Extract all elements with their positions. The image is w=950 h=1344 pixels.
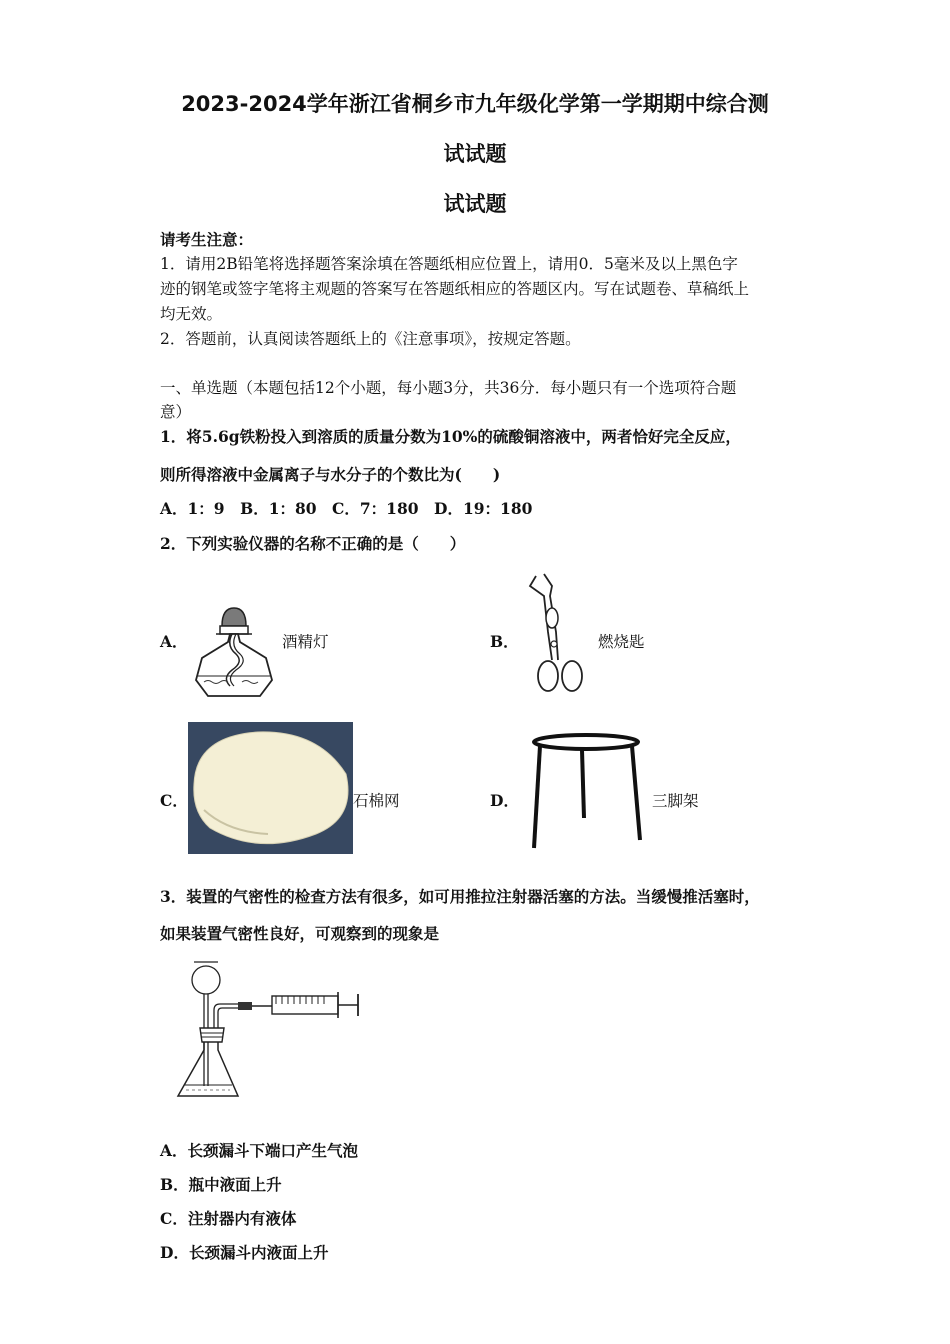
notice-item-1-line-2: 迹的钢笔或签字笔将主观题的答案写在答题纸相应的答题区内。写在试题卷、草稿纸上: [160, 280, 750, 298]
question-2-option-b-name: 燃烧匙: [598, 633, 645, 651]
page-title-line-3: 试试题: [443, 192, 507, 216]
question-2-option-c-label: C．: [160, 791, 188, 810]
notice-item-2: 2．答题前，认真阅读答题纸上的《注意事项》，按规定答题。: [160, 330, 581, 348]
notice-item-1-line-1: 1．请用2B铅笔将选择题答案涂填在答题纸相应位置上，请用0．5毫米及以上黑色字: [160, 255, 738, 273]
crucible-tongs-image: [522, 572, 592, 696]
asbestos-gauze-image: [188, 722, 353, 854]
notice-heading: 请考生注意：: [160, 230, 254, 249]
question-1-line-2: 则所得溶液中金属离子与水分子的个数比为( ): [160, 465, 501, 484]
question-1-line-1: 1．将5.6g铁粉投入到溶质的质量分数为10%的硫酸铜溶液中，两者恰好完全反应，: [160, 427, 741, 446]
question-2-stem: 2．下列实验仪器的名称不正确的是（ ）: [160, 534, 466, 553]
page-title-line-1: 2023-2024学年浙江省桐乡市九年级化学第一学期期中综合测: [181, 92, 769, 116]
question-3-option-c: C．注射器内有液体: [160, 1209, 297, 1228]
question-3-option-d: D．长颈漏斗内液面上升: [160, 1243, 329, 1262]
airtightness-apparatus-image: [176, 958, 362, 1104]
question-2-option-b-label: B．: [490, 632, 519, 651]
question-2-option-d-name: 三脚架: [652, 792, 699, 810]
question-3-option-b: B．瓶中液面上升: [160, 1175, 282, 1194]
page-title-line-2: 试试题: [443, 142, 507, 166]
question-2-option-a-name: 酒精灯: [282, 633, 329, 651]
section-1-heading-line-1: 一、单选题（本题包括12个小题，每小题3分，共36分．每小题只有一个选项符合题: [160, 379, 737, 397]
notice-item-1-line-3: 均无效。: [160, 305, 223, 323]
question-2-option-a-label: A．: [160, 632, 188, 651]
section-1-heading-line-2: 意）: [160, 403, 192, 421]
alcohol-lamp-image: [190, 606, 274, 700]
question-1-options: A．1：9 B．1：80 C．7：180 D．19：180: [160, 499, 533, 518]
question-3-line-2: 如果装置气密性良好，可观察到的现象是: [160, 924, 440, 943]
question-2-option-c-name: 石棉网: [353, 792, 400, 810]
question-3-option-a: A．长颈漏斗下端口产生气泡: [160, 1141, 359, 1160]
question-3-line-1: 3．装置的气密性的检查方法有很多，如可用推拉注射器活塞的方法。当缓慢推活塞时，: [160, 887, 760, 906]
question-2-option-d-label: D．: [490, 791, 519, 810]
tripod-stand-image: [530, 732, 642, 850]
